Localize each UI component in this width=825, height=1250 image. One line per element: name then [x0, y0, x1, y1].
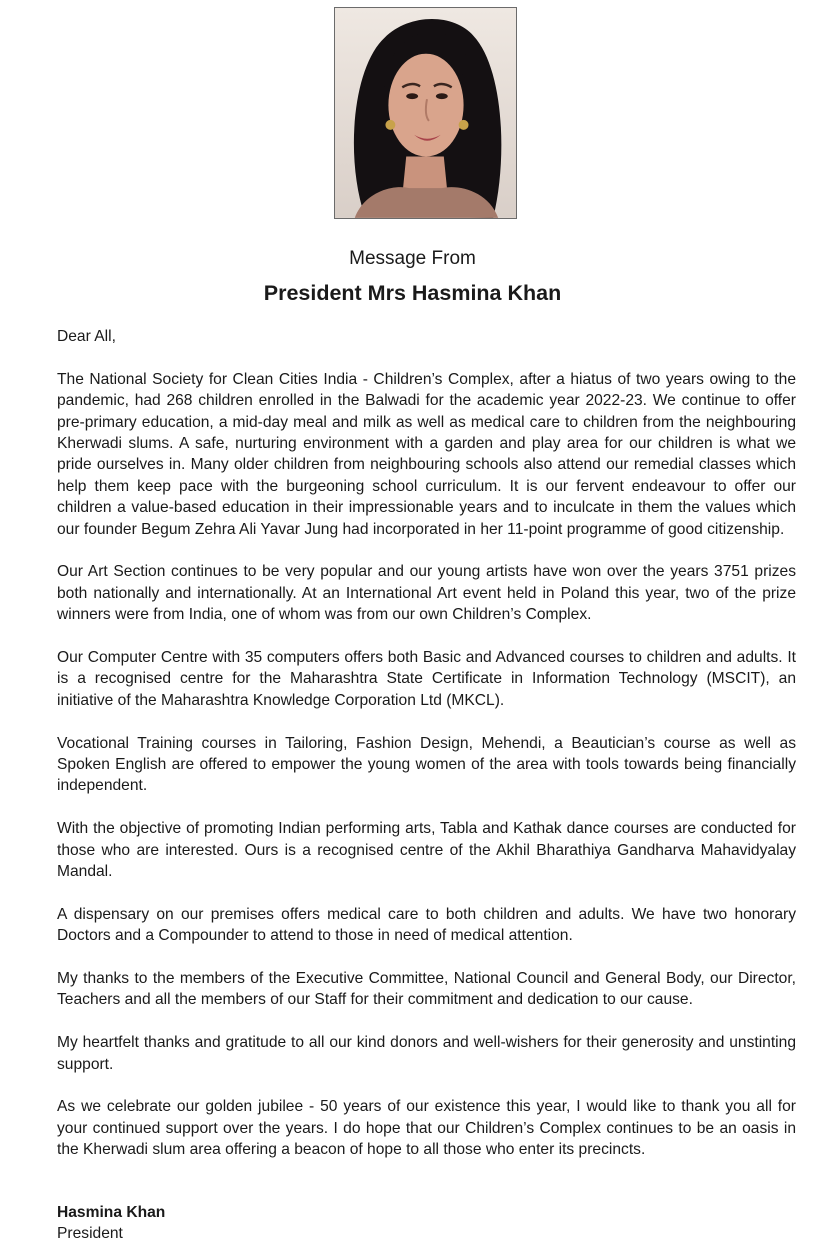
paragraph-thanks-committee: My thanks to the members of the Executive Committee, National Council and General Body, our Director, Teachers and all the members of our Staff for their commitment and dedication to our cause. — [57, 970, 796, 1009]
paragraph-thanks-donors: My heartfelt thanks and gratitude to all our kind donors and well-wishers for their generosity and unstinting support. — [57, 1034, 796, 1073]
message-from-label: Message From — [349, 248, 476, 269]
salutation: Dear All, — [57, 328, 116, 345]
paragraph-computer-centre: Our Computer Centre with 35 computers offers both Basic and Advanced courses to children and adults. It is a recognised centre for the Maharashtra State Certificate in Information Technology (MSCIT), an initiative of the Maharashtra Knowledge Corporation Ltd (MKCL). — [57, 649, 796, 709]
president-title: President Mrs Hasmina Khan — [263, 281, 562, 305]
signature-block — [57, 1202, 165, 1245]
paragraph-dispensary: A dispensary on our premises offers medical care to both children and adults. We have two honorary Doctors and a Compounder to attend to those in need of medical attention. — [57, 905, 796, 945]
paragraph-vocational-training: Vocational Training courses in Tailoring, Fashion Design, Mehendi, a Beautician’s course as well as Spoken English are offered to empower the young women of the area with tools towards being financially independent. — [57, 734, 796, 795]
paragraph-intro: The National Society for Clean Cities India - Children’s Complex, after a hiatus of two years owing to the pandemic, had 268 children enrolled in the Balwadi for the academic year 2022-23. We continue to offer pre-primary education, a mid-day meal and milk as well as medical care to children from the neighbouring Kherwadi slums. A safe, nurturing environment with a garden and play area for our children is what we pride ourselves in. Many older children from neighbouring schools also attend our remedial classes which help them keep pace with the burgeoning school curriculum. It is our fervent endeavour to offer our children a value-based education in their impressionable years and to inculcate in them the values which our founder Begum Zehra Ali Yavar Jung had incorporated in her 11-point programme of good citizenship. — [57, 370, 796, 538]
paragraph-golden-jubilee: As we celebrate our golden jubilee - 50 years of our existence this year, I would like to thank you all for your continued support over the years. I do hope that our Children’s Complex continues to be an oasis in the Kherwadi slum area offering a beacon of hope to all those who enter its precincts. — [57, 1098, 796, 1159]
portrait-illustration — [335, 8, 516, 218]
signatory-name: Hasmina Khan — [57, 1204, 166, 1221]
president-portrait-photo — [334, 7, 517, 219]
paragraph-performing-arts: With the objective of promoting Indian performing arts, Tabla and Kathak dance courses are conducted for those who are interested. Ours is a recognised centre of the Akhil Bharathiya Gandharva Mahavidyalay Mandal. — [57, 820, 796, 881]
letter-body — [57, 326, 796, 1182]
paragraph-art-section: Our Art Section continues to be very popular and our young artists have won over the years 3751 prizes both nationally and internationally. At an International Art event held in Poland this year, two of the prize winners were from India, one of whom was from our own Children’s Complex. — [57, 563, 796, 624]
signatory-role: President — [57, 1225, 123, 1243]
